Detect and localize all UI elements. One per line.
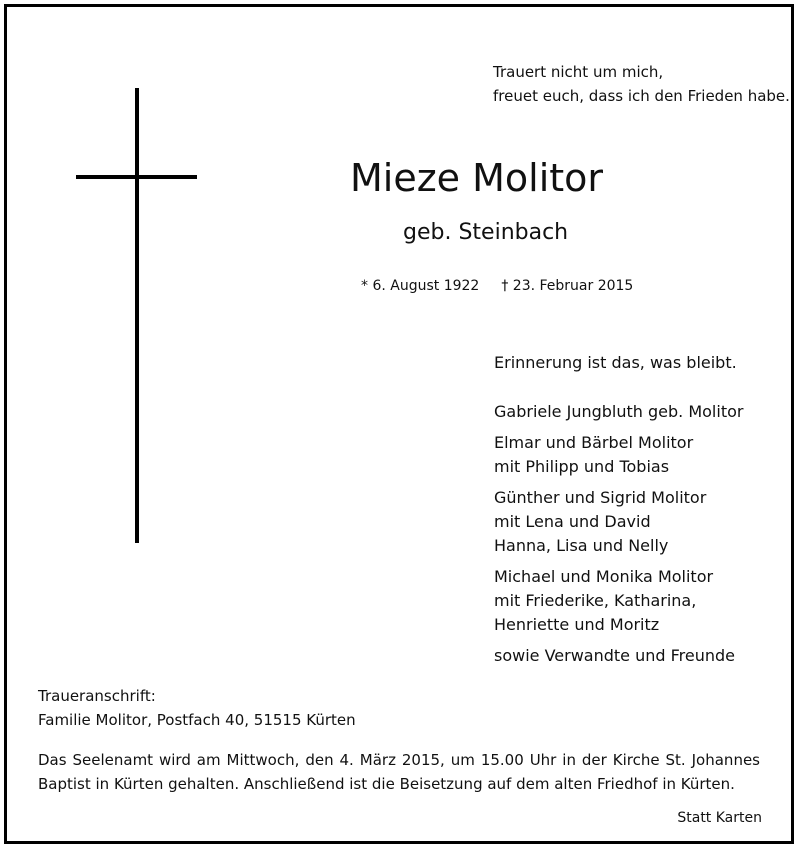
mourners-list	[494, 400, 743, 675]
mourner-line: Michael und Monika Molitor	[494, 567, 714, 586]
mourner-line: Henriette und Moritz	[494, 615, 660, 634]
death-date: † 23. Februar 2015	[501, 278, 634, 294]
mourner-line: mit Friederike, Katharina,	[494, 591, 697, 610]
birth-name: geb. Steinbach	[403, 220, 569, 245]
signoff: Statt Karten	[677, 810, 762, 826]
mourner-line: sowie Verwandte und Freunde	[494, 646, 736, 665]
mourner-group	[494, 431, 743, 479]
motto	[493, 60, 790, 108]
memorial-quote: Erinnerung ist das, was bleibt.	[494, 353, 737, 372]
life-dates	[361, 275, 633, 297]
deceased-name: Mieze Molitor	[350, 156, 604, 200]
cross-icon	[135, 88, 139, 543]
service-notice: Das Seelenamt wird am Mittwoch, den 4. März 2015, um 15.00 Uhr in der Kirche St. Johannes Baptist in Kürten gehalten. Anschließend ist die Beisetzung auf dem alten Friedhof in Kürten.	[38, 751, 760, 793]
mourner-group	[494, 644, 743, 668]
mourner-line: Günther und Sigrid Molitor	[494, 488, 707, 507]
birth-date: * 6. August 1922	[361, 278, 480, 294]
mourner-line: Gabriele Jungbluth geb. Molitor	[494, 402, 744, 421]
address-label: Traueranschrift:	[38, 687, 156, 705]
mourner-group	[494, 400, 743, 424]
motto-line-1: Trauert nicht um mich,	[493, 63, 664, 81]
mourner-line: mit Philipp und Tobias	[494, 457, 670, 476]
mourner-group	[494, 565, 743, 637]
mourner-line: mit Lena und David	[494, 512, 651, 531]
mourner-line: Hanna, Lisa und Nelly	[494, 536, 669, 555]
motto-line-2: freuet euch, dass ich den Frieden habe.	[493, 87, 790, 105]
mourner-group	[494, 486, 743, 558]
cross-icon-bar	[76, 175, 197, 179]
address-value: Familie Molitor, Postfach 40, 51515 Kürten	[38, 711, 356, 729]
mourner-line: Elmar und Bärbel Molitor	[494, 433, 694, 452]
